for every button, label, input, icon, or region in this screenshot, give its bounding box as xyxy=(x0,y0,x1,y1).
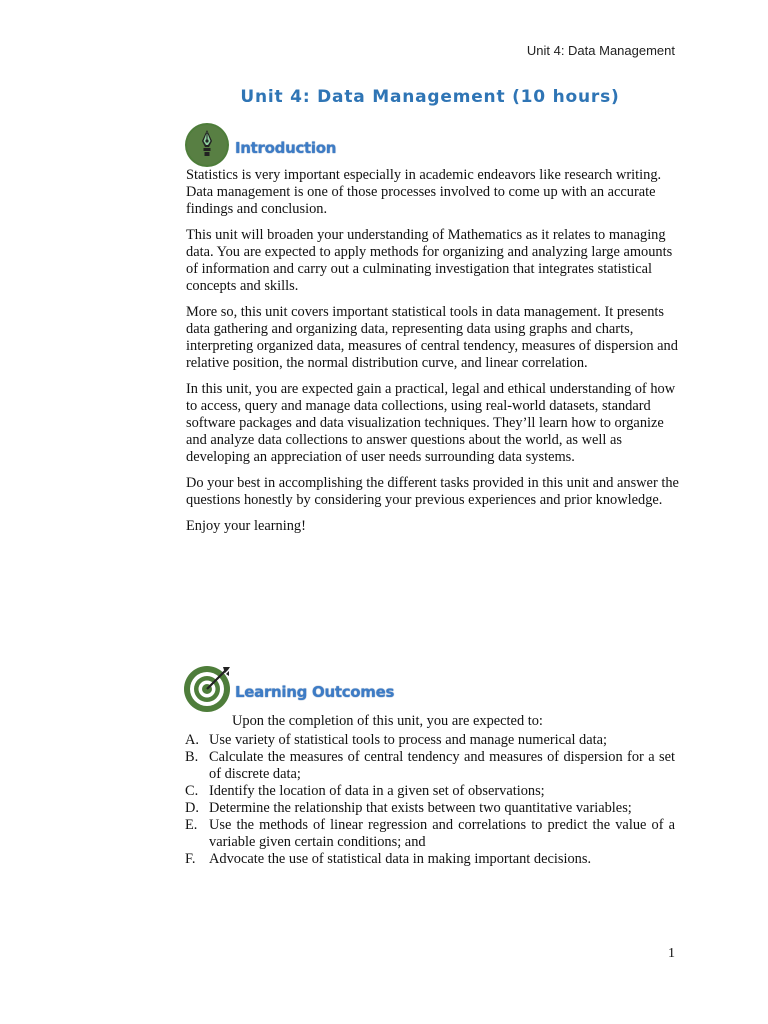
introduction-body xyxy=(186,167,680,544)
list-item xyxy=(185,749,675,783)
pen-nib-icon xyxy=(183,123,233,172)
introduction-heading xyxy=(183,123,336,172)
list-item xyxy=(185,800,675,817)
target-icon xyxy=(183,665,233,718)
learning-outcomes-heading xyxy=(183,665,394,718)
learning-outcomes-title: Learning Outcomes xyxy=(235,682,395,701)
item-text: Determine the relationship that exists between two quantitative variables; xyxy=(209,800,632,816)
page-title: Unit 4: Data Management (10 hours) xyxy=(240,87,620,107)
page-number: 1 xyxy=(668,946,675,961)
item-text: Advocate the use of statistical data in making important decisions. xyxy=(209,851,592,867)
intro-paragraph: Do your best in accomplishing the different tasks provided in this unit and answer the questions honestly by considering your previous experiences and prior knowledge. xyxy=(186,475,679,508)
item-text: Use the methods of linear regression and correlations to predict the value of a variable given certain conditions; and xyxy=(209,817,675,850)
item-letter: B. xyxy=(185,749,199,765)
intro-paragraph: In this unit, you are expected gain a practical, legal and ethical understanding of how to access, query and manage data collections, using real-world datasets, standard software packages and data visualization techniques. They’ll learn how to organize and analyze data collections to answer questions about the world, as well as developing an appreciation of user needs surrounding data systems. xyxy=(186,381,676,465)
introduction-title: Introduction xyxy=(235,138,337,157)
item-text: Identify the location of data in a given set of observations; xyxy=(209,783,545,799)
intro-paragraph: Enjoy your learning! xyxy=(186,518,306,534)
item-letter: E. xyxy=(185,817,198,833)
list-item xyxy=(185,851,675,868)
list-item xyxy=(185,817,675,851)
item-letter: A. xyxy=(185,732,199,748)
intro-paragraph: More so, this unit covers important statistical tools in data management. It presents data gathering and organizing data, representing data using graphs and charts, interpreting organized data, measures of central tendency, measures of dispersion and relative position, the normal distribution curve, and linear correlation. xyxy=(186,304,678,371)
intro-paragraph: Statistics is very important especially in academic endeavors like research writing. Data management is one of those processes involved to come up with an accurate findings and conclusion. xyxy=(186,167,662,217)
list-item xyxy=(185,732,675,749)
outcomes-lead: Upon the completion of this unit, you are expected to: xyxy=(232,713,543,729)
item-text: Calculate the measures of central tendency and measures of dispersion for a set of discrete data; xyxy=(209,749,675,782)
list-item xyxy=(185,783,675,800)
running-header: Unit 4: Data Management xyxy=(526,43,675,58)
item-letter: C. xyxy=(185,783,199,799)
item-letter: D. xyxy=(185,800,199,816)
item-text: Use variety of statistical tools to process and manage numerical data; xyxy=(209,732,608,748)
intro-paragraph: This unit will broaden your understanding of Mathematics as it relates to managing data. You are expected to apply methods for organizing and analyzing large amounts of information and carry out a culminating investigation that integrates statistical concepts and skills. xyxy=(186,227,673,294)
item-letter: F. xyxy=(185,851,196,867)
outcomes-list xyxy=(185,732,675,868)
